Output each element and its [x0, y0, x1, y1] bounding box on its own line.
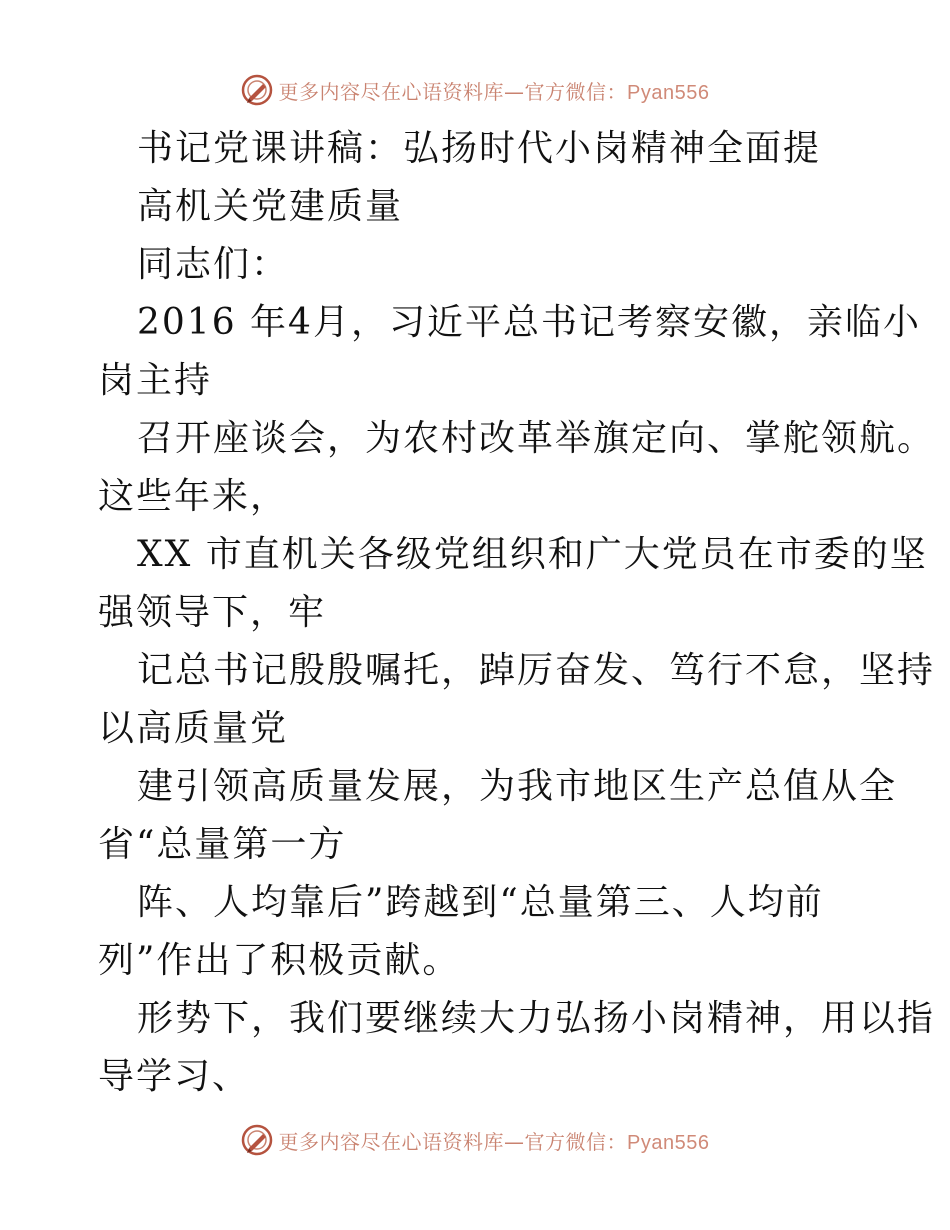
paragraph-line: 阵、人均靠后”跨越到“总量第三、人均前 [137, 882, 824, 923]
paragraph-line: XX 市直机关各级党组织和广大党员在市委的坚 [137, 534, 928, 575]
paragraph-line: 建引领高质量发展，为我市地区生产总值从全 [137, 766, 898, 807]
paragraph-line: 记总书记殷殷嘱托，踔厉奋发、笃行不怠，坚持 [137, 650, 936, 691]
paragraph-line: 这些年来， [98, 476, 289, 517]
pen-logo-icon [241, 74, 273, 106]
banner-text: 更多内容尽在心语资料库—官方微信：Pyan556 [278, 79, 710, 104]
banner-text: 更多内容尽在心语资料库—官方微信：Pyan556 [278, 1129, 710, 1154]
paragraph-line: 强领导下，牢 [98, 592, 327, 633]
paragraph-line: 召开座谈会，为农村改革举旗定向、掌舵领航。 [137, 418, 936, 459]
footer-watermark-banner [0, 1120, 950, 1160]
title-line-1: 书记党课讲稿：弘扬时代小岗精神全面提 [137, 128, 822, 169]
title-line-2: 高机关党建质量 [137, 186, 404, 227]
paragraph-line: 导学习、 [98, 1056, 251, 1097]
paragraph-line: 列”作出了积极贡献。 [98, 940, 461, 981]
paragraph-line: 2016 年4月，习近平总书记考察安徽，亲临小 [137, 302, 921, 343]
document-body [0, 120, 950, 1106]
salutation: 同志们： [137, 244, 290, 285]
pen-logo-icon [241, 1124, 273, 1156]
paragraph-line: 岗主持 [98, 360, 213, 401]
paragraph-line: 省“总量第一方 [98, 824, 347, 865]
paragraph-line: 以高质量党 [98, 708, 289, 749]
paragraph-line: 形势下，我们要继续大力弘扬小岗精神，用以指 [137, 998, 936, 1039]
header-watermark-banner [0, 70, 950, 110]
